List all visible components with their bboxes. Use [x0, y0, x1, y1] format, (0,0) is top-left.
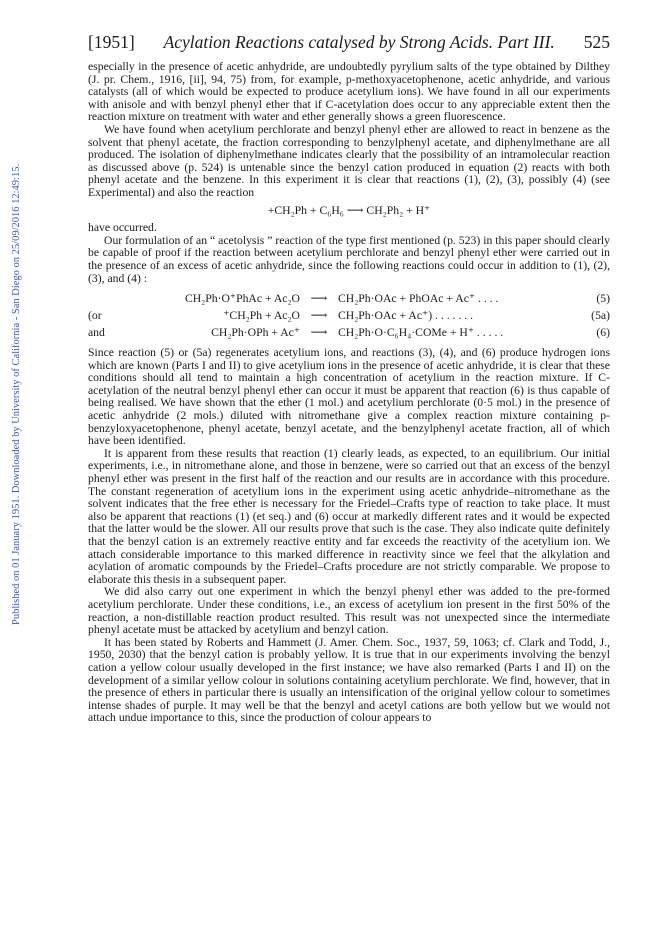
reaction-arrow: ⟶	[310, 326, 328, 340]
equation-rhs: CH₂Ph·OAc + PhOAc + Ac⁺ . . . .	[338, 292, 499, 306]
equation-prefix: and	[88, 326, 105, 340]
equation-prefix: (or	[88, 309, 102, 323]
equation-block	[88, 291, 610, 342]
paragraph-3: Our formulation of an “ acetolysis ” reaction of the type first mentioned (p. 523) in this paper should clearly be capable of proof if the reaction between acetylium perchlorate and benzyl phenyl ether were carried out in the presence of an excess of acetic anhydride, since the following reactions could occur in addition to (1), (2), (3), and (4) :	[88, 233, 610, 285]
equation-row-6	[88, 325, 610, 342]
reaction-arrow: ⟶	[310, 309, 328, 323]
equation-row-5a	[88, 308, 610, 325]
paragraph-4: Since reaction (5) or (5a) regenerates acetylium ions, and reactions (3), (4), and (6) produce hydrogen ions which are known (Parts I and II) to give acetylium ions in the presence of acetic anhydride, it is clear that these conditions should all tend to maintain a high concentration of acetylium in the reaction mixture. If C-acetylation of the neutral benzyl phenyl ether can occur it must be apparent that reaction (6) is thus capable of being realised. We have shown that the ether (1 mol.) and acetylium perchlorate (0·5 mol.) in the presence of acetic anhydride (2 mols.) diluted with nitromethane give a complex reaction mixture containing p-benzyloxyacetophenone, phenyl acetate, benzyl acetate, and the benzylphenyl acetate fraction, all of which have been identified.	[88, 346, 610, 448]
page-number: 525	[583, 32, 610, 52]
header-year: [1951]	[88, 32, 135, 52]
running-header	[88, 32, 610, 54]
equation-number: (6)	[596, 326, 610, 340]
paragraph-6: We did also carry out one experiment in which the benzyl phenyl ether was added to the pre-formed acetylium perchlorate. Under these conditions, i.e., an excess of acetylium ion present in the first 50% of the reaction, a non-distillable reaction product resulted. This result was not unexpected since the intermediate phenyl acetate must be attacked by acetylium and benzyl cation.	[88, 585, 610, 637]
equation-lhs: CH₂Ph·OPh + Ac⁺	[211, 326, 300, 340]
paragraph-2: We have found when acetylium perchlorate and benzyl phenyl ether are allowed to react in benzene as the solvent that phenyl acetate, the fraction corresponding to benzylphenyl acetate, and diphenylmethane are all produced. The isolation of diphenylmethane indicates clearly that the possibility of an intramolecular reaction as discussed above (p. 524) is untenable since the benzyl cation produced in equation (2) reacts with both phenyl acetate and the benzene. In this experiment it is clear that reactions (1), (2), (3), possibly (4) (see Experimental) and also the reaction	[88, 122, 610, 199]
reaction-arrow: ⟶	[310, 292, 328, 306]
paragraph-1: especially in the presence of acetic anhydride, are undoubtedly pyrylium salts of the type obtained by Dilthey (J. pr. Chem., 1916, [ii], 94, 75) from, for example, p-methoxyacetophenone, acetic anhydride, and various catalysts (all of which would be expected to produce acetylium ions). We have found in all our experiments with anisole and with benzyl phenyl ether that if C-acetylation does occur to any appreciable extent then the reaction mixture on treatment with water and ether generally shows a green fluorescence.	[88, 60, 610, 124]
paragraph-2-end: have occurred.	[88, 221, 157, 235]
header-title: Acylation Reactions catalysed by Strong Acids. Part III.	[163, 32, 555, 52]
equation-number: (5a)	[591, 309, 610, 323]
equation-rhs: CH₂Ph·OAc + Ac⁺) . . . . . . .	[338, 309, 473, 323]
paragraph-5: It is apparent from these results that reaction (1) clearly leads, as expected, to an equilibrium. Our initial experiments, i.e., in nitromethane alone, and those in benzene, were so carried out that an excess of the benzyl phenyl ether was present in the first half of the reaction and our results are in accordance with this procedure. The constant regeneration of acetylium ions in the experiment using acetic anhydride–nitromethane as the solvent indicates that the free ether is necessary for the Friedel–Crafts type of reaction to take place. It must also be apparent that reactions (1) (et seq.) and (6) occur at markedly different rates and it would be expected that the latter would be the slower. All our results prove that such is the case. They also indicate quite definitely that the benzyl cation is an extremely reactive entity and far exceeds the reactivity of the acetylium ion. We attach considerable importance to this marked difference in reactivity since we feel that the alkylation and acylation of aromatic compounds by the Friedel–Crafts procedure are not strictly comparable. We propose to elaborate this thesis in a subsequent paper.	[88, 446, 610, 586]
equation-benzyl-benzene: +CH₂Ph + C₆H₆ ⟶ CH₂Ph₂ + H⁺	[267, 203, 431, 217]
paragraph-7: It has been stated by Roberts and Hammett (J. Amer. Chem. Soc., 1937, 59, 1063; cf. Clark and Todd, J., 1950, 2030) that the benzyl cation is probably yellow. It is true that in our experiments involving the benzyl cation a yellow colour usually developed in the first instance; we have also remarked (Parts I and II) on the development of a similar yellow colour in solutions containing acetylium perchlorate. We find, however, that in the presence of ethers in particular there is usually an intensification of the original yellow colour to sometimes intense shades of purple. It may well be that the benzyl and acetyl cations are both yellow but we would not attach undue importance to this, since the production of colour appears to	[88, 635, 610, 725]
equation-lhs: ⁺CH₂Ph + Ac₂O	[223, 309, 300, 323]
equation-number: (5)	[596, 292, 610, 306]
equation-rhs: CH₂Ph·O·C₆H₄·COMe + H⁺ . . . . .	[338, 326, 504, 340]
equation-row-5	[88, 291, 610, 308]
download-watermark	[2, 60, 20, 625]
equation-lhs: CH₂Ph·O⁺PhAc + Ac₂O	[184, 292, 300, 306]
article-body	[88, 61, 610, 725]
download-watermark-text: Published on 01 January 1951. Downloaded by University of California - San Diego on 25/09/2016 12:49:15.	[11, 163, 22, 625]
